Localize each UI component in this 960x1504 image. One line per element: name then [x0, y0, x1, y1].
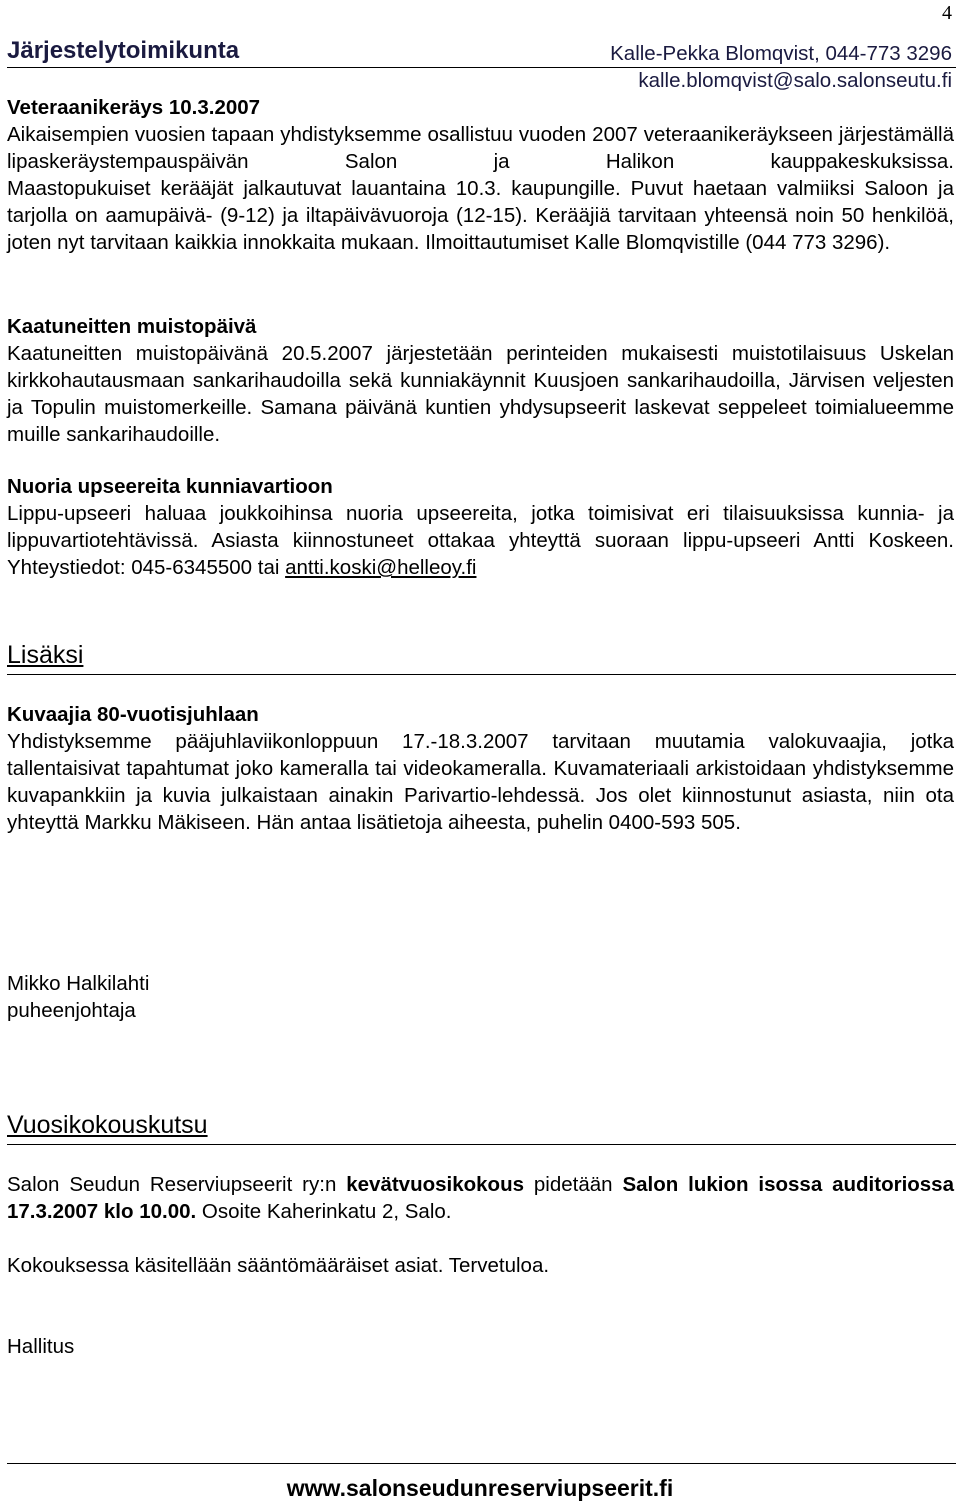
muistopaiva-title: Kaatuneitten muistopäivä	[7, 315, 257, 338]
veteraanikerays-body-b: Maastopukuiset kerääjät jalkautuvat lauantaina 10.3. kaupungille. Puvut haetaan valmiiksi Saloon ja tarjolla on aamupäivä- (9-12) ja iltapäivävuoroja (12-15). Kerääjiä tarvitaan yhteensä noin 50 henkilöä, joten nyt tarvitaan kaikkia innokkaita mukaan. Ilmoittautumiset Kalle Blomqvistille (044 773 3296).	[7, 177, 954, 254]
signature	[7, 970, 954, 1024]
contact-name-phone: Kalle-Pekka Blomqvist, 044-773 3296	[610, 42, 952, 65]
vuosikokous-rule	[7, 1144, 956, 1145]
vuosikokous-meeting-name: kevätvuosikokous	[346, 1173, 524, 1196]
kunniavartio-title: Nuoria upseereita kunniavartioon	[7, 475, 333, 498]
kuvaajia-title: Kuvaajia 80-vuotisjuhlaan	[7, 703, 259, 726]
vuosikokous-text-c: pidetään	[533, 1173, 613, 1196]
signature-role: puheenjohtaja	[7, 999, 136, 1022]
kunniavartio-body-text: Lippu-upseeri haluaa joukkoihinsa nuoria upseereita, jotka toimisivat eri tilaisuuksissa kunnia- ja lippuvartiotehtävissä. Asiasta kiinnostuneet ottakaa yhteyttä suoraan lippu-upseeri Antti Koskeen. Yhteystiedot: 045-6345500 tai	[7, 502, 954, 579]
muistopaiva-section	[7, 313, 954, 448]
vuosikokous-title: Vuosikokouskutsu	[7, 1111, 208, 1139]
kuvaajia-body: Yhdistyksemme pääjuhlaviikonloppuun 17.-18.3.2007 tarvitaan muutamia valokuvaajia, jotka tallentaisivat tapahtumat joko kameralla tai videokameralla. Kuvamateriaali arkistoidaan yhdistyksemme kuvapankkiin ja kuvia julkaistaan ainakin Parivartio-lehdessä. Jos olet kiinnostunut asiasta, niin ota yhteyttä Markku Mäkiseen. Hän antaa lisätietoja aiheesta, puhelin 0400-593 505.	[7, 730, 954, 834]
organizer-title: Järjestelytoimikunta	[7, 37, 240, 64]
footer-rule	[7, 1463, 956, 1464]
kunniavartio-body	[7, 500, 954, 581]
veteraanikerays-section	[7, 94, 954, 256]
vuosikokous-text-a: Salon Seudun Reserviupseerit ry:n	[7, 1173, 337, 1196]
footer-url[interactable]: www.salonseudunreserviupseerit.fi	[286, 1475, 674, 1501]
muistopaiva-body: Kaatuneitten muistopäivänä 20.5.2007 järjestetään perinteiden mukaisesti muistotilaisuus Uskelan kirkkohautausmaan sankarihaudoilla sekä kunniakäynnit Kuusjoen sankarihaudoilla, Järvisen veljesten ja Topulin muistomerkeille. Samana päivänä kuntien yhdysupseerit laskevat seppeleet toimialueemme muille sankarihaudoille.	[7, 342, 954, 446]
vuosikokous-address: Osoite Kaherinkatu 2, Salo.	[201, 1200, 452, 1223]
veteraanikerays-title: Veteraanikeräys 10.3.2007	[7, 96, 261, 119]
kunniavartio-section	[7, 473, 954, 581]
header-rule	[7, 67, 956, 68]
signature-name: Mikko Halkilahti	[7, 972, 150, 995]
lisaksi-title: Lisäksi	[7, 641, 84, 669]
page-number: 4	[942, 2, 952, 24]
kuvaajia-section	[7, 701, 954, 836]
contact-email: kalle.blomqvist@salo.salonseutu.fi	[638, 69, 952, 92]
vuosikokous-signer: Hallitus	[7, 1335, 75, 1358]
vuosikokous-venue-time: Salon lukion isossa auditoriossa 17.3.2007 klo 10.00.	[7, 1173, 954, 1223]
veteraanikerays-body-a: Aikaisempien vuosien tapaan yhdistyksemme osallistuu vuoden 2007 veteraanikeräykseen järjestämällä lipaskeräystempauspäivän Salon ja Halikon kauppakeskuksissa.	[7, 123, 954, 173]
vuosikokous-agenda: Kokouksessa käsitellään sääntömääräiset asiat. Tervetuloa.	[7, 1254, 550, 1277]
lisaksi-rule	[7, 674, 956, 675]
vuosikokous-paragraph	[7, 1171, 954, 1225]
kunniavartio-email-link[interactable]: antti.koski@helleoy.fi	[285, 556, 477, 579]
vuosikokous-invitation	[7, 1171, 954, 1225]
